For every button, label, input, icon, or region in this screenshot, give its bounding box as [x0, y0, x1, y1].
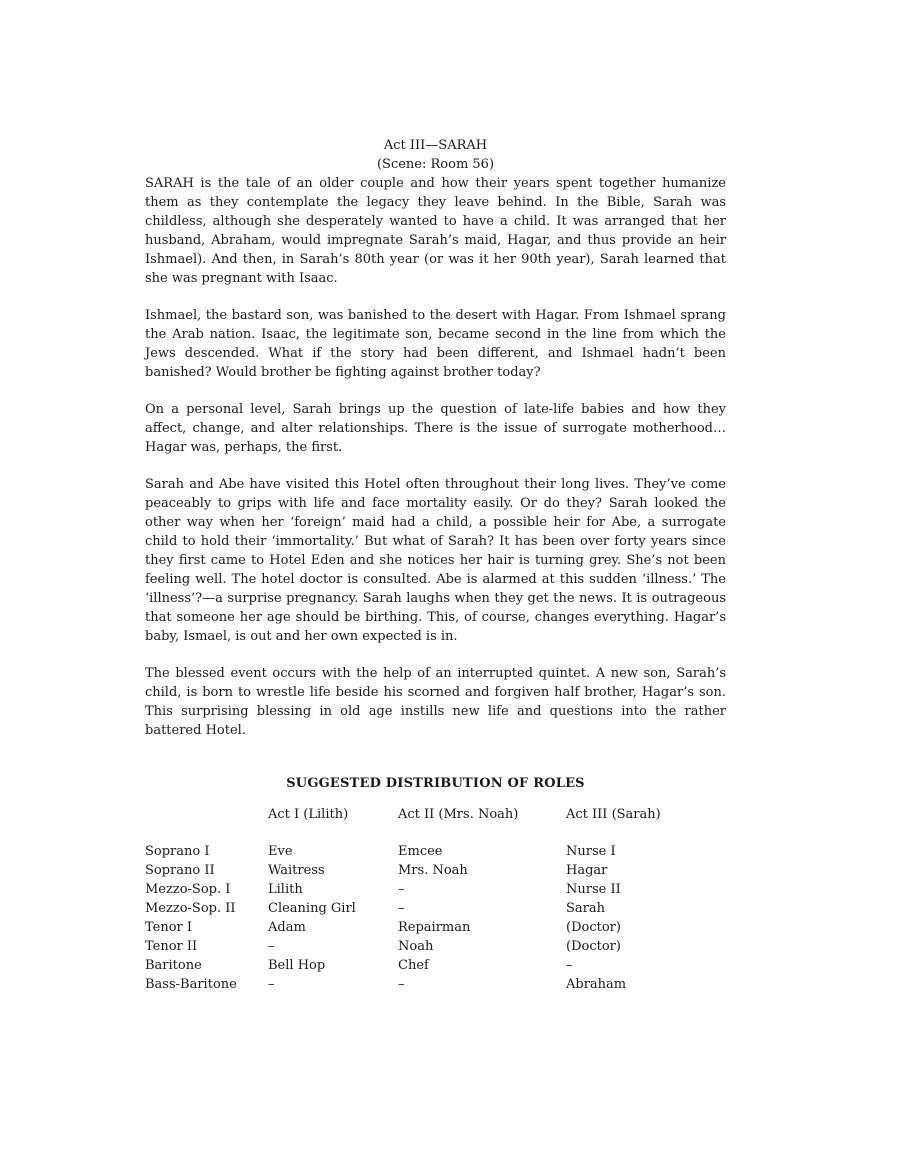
table-row [145, 882, 726, 901]
roles-header-voice [145, 807, 268, 844]
act1-cell: Waitress [268, 863, 325, 878]
document-page [145, 136, 726, 996]
table-row [145, 958, 726, 977]
voice-cell: Bass-Baritone [145, 977, 237, 992]
table-row [145, 939, 726, 958]
act1-cell: – [268, 977, 275, 992]
act1-cell: Adam [268, 920, 306, 935]
paragraph-ishmael: Ishmael, the bastard son, was banished to the desert with Hagar. From Ishmael sprang the Arab nation. Isaac, the legitimate son, became second in the line from which the Jews descended. What if the story had been different, and Ishmael hadn’t been banished? Would brother be fighting against brother today? [145, 308, 726, 380]
act3-cell: Nurse II [566, 882, 621, 897]
voice-cell: Baritone [145, 958, 202, 973]
act3-cell: – [566, 958, 573, 973]
act2-cell: – [398, 901, 405, 916]
table-row [145, 977, 726, 996]
act2-cell: – [398, 882, 405, 897]
table-row [145, 901, 726, 920]
act1-cell: Lilith [268, 882, 303, 897]
act2-cell: Emcee [398, 844, 443, 859]
voice-cell: Tenor I [145, 920, 193, 935]
roles-header-act2: Act II (Mrs. Noah) [398, 807, 519, 822]
act2-cell: – [398, 977, 405, 992]
voice-cell: Soprano II [145, 863, 215, 878]
act-title: Act III—SARAH [383, 138, 488, 153]
paragraph-hotel-visits: Sarah and Abe have visited this Hotel often throughout their long lives. They’ve come peaceably to grips with life and face mortality easily. Or do they? Sarah looked the other way when her ‘foreign’ maid had a child, a possible heir for Abe, a surrogate child to hold their ‘immortality.’ But what of Sarah? It has been over forty years since they first came to Hotel Eden and she notices her hair is turning grey. She’s not been feeling well. The hotel doctor is consulted. Abe is alarmed at this sudden ‘illness.’ The ‘illness’?—a surprise pregnancy. Sarah laughs when they get the news. It is outrageous that someone her age should be birthing. This, of course, changes everything. Hagar’s baby, Ismael, is out and her own expected is in. [145, 477, 726, 644]
roles-table [145, 807, 726, 996]
paragraph-blessed-event: The blessed event occurs with the help of an interrupted quintet. A new son, Sarah’s child, is born to wrestle life beside his scorned and forgiven half brother, Hagar’s son. This surprising blessing in old age instills new life and questions into the rather battered Hotel. [145, 666, 726, 738]
roles-header-act1: Act I (Lilith) [268, 807, 349, 822]
act1-cell: Cleaning Girl [268, 901, 356, 916]
roles-header-row [145, 807, 726, 844]
voice-cell: Tenor II [145, 939, 198, 954]
act1-cell: – [268, 939, 275, 954]
act3-cell: Nurse I [566, 844, 616, 859]
act3-cell: Sarah [566, 901, 605, 916]
act1-cell: Eve [268, 844, 293, 859]
roles-header-act3: Act III (Sarah) [566, 807, 661, 822]
table-row [145, 863, 726, 882]
voice-cell: Mezzo-Sop. I [145, 882, 231, 897]
scene-subtitle: (Scene: Room 56) [376, 157, 495, 172]
act2-cell: Noah [398, 939, 434, 954]
act2-cell: Repairman [398, 920, 471, 935]
act2-cell: Mrs. Noah [398, 863, 468, 878]
act3-cell: (Doctor) [566, 920, 621, 935]
act1-cell: Bell Hop [268, 958, 326, 973]
act3-cell: Hagar [566, 863, 608, 878]
table-row [145, 844, 726, 863]
act3-cell: Abraham [566, 977, 627, 992]
paragraph-personal-level: On a personal level, Sarah brings up the question of late-life babies and how they affect, change, and alter relationships. There is the issue of surrogate motherhood… Hagar was, perhaps, the first. [145, 402, 726, 455]
paragraph-intro: SARAH is the tale of an older couple and how their years spent together humanize them as they contemplate the legacy they leave behind. In the Bible, Sarah was childless, although she desperately wanted to have a child. It was arranged that her husband, Abraham, would impregnate Sarah’s maid, Hagar, and thus provide an heir Ishmael). And then, in Sarah’s 80th year (or was it her 90th year), Sarah learned that she was pregnant with Isaac. [145, 176, 726, 286]
act2-cell: Chef [398, 958, 429, 973]
table-row [145, 920, 726, 939]
roles-heading: SUGGESTED DISTRIBUTION OF ROLES [286, 776, 585, 791]
voice-cell: Mezzo-Sop. II [145, 901, 236, 916]
act3-cell: (Doctor) [566, 939, 621, 954]
voice-cell: Soprano I [145, 844, 210, 859]
